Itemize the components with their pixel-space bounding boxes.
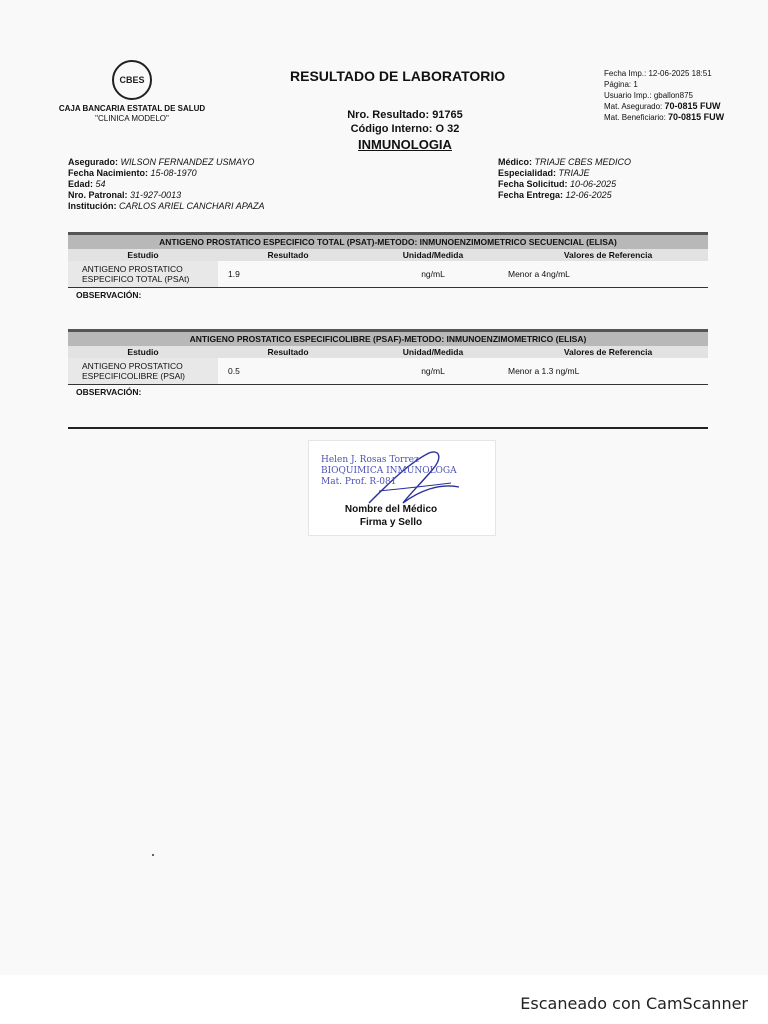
insured-name: WILSON FERNANDEZ USMAYO	[120, 157, 255, 167]
result-number-label: Nro. Resultado:	[347, 109, 430, 121]
doctor-name: TRIAJE CBES MEDICO	[534, 157, 632, 167]
scan-speck	[152, 854, 154, 856]
specialty-value: TRIAJE	[558, 168, 590, 178]
age-value: 54	[95, 179, 106, 189]
col-unit: Unidad/Medida	[402, 250, 464, 260]
camscanner-watermark: Escaneado con CamScanner	[520, 994, 748, 1013]
observation-label: OBSERVACIÓN:	[76, 387, 142, 397]
col-unit: Unidad/Medida	[402, 347, 464, 357]
result-value: 1.9	[228, 269, 240, 279]
reference-value: Menor a 1.3 ng/mL	[508, 366, 580, 376]
end-divider	[68, 427, 708, 429]
study-name-line1: ANTIGENO PROSTATICO	[82, 361, 183, 371]
result-value: 0.5	[228, 366, 240, 376]
stamp-title: BIOQUIMICA INMUNOLOGA	[321, 466, 457, 476]
age-label: Edad:	[68, 179, 94, 189]
table-row	[68, 358, 708, 385]
institution-block	[52, 60, 212, 124]
table-header	[68, 346, 708, 358]
unit-value: ng/mL	[421, 269, 445, 279]
request-date-label: Fecha Solicitud:	[498, 179, 568, 189]
logo-text: CBES	[119, 75, 145, 85]
caption-line2: Firma y Sello	[359, 517, 423, 528]
study-name-line2: ESPECIFICO TOTAL (PSAt)	[82, 274, 190, 284]
result-number: 91765	[432, 109, 463, 121]
insured-mat: 70-0815 FUW	[664, 101, 721, 111]
doctor-label: Médico:	[498, 157, 533, 167]
department-title: INMUNOLOGIA	[358, 137, 452, 152]
institution-subname: "CLINICA MODELO"	[95, 114, 169, 123]
stamp-mat: Mat. Prof. R-081	[321, 477, 397, 487]
reference-value: Menor a 4ng/mL	[508, 269, 570, 279]
employer-number: 31-927-0013	[130, 190, 182, 200]
institution-name: CAJA BANCARIA ESTATAL DE SALUD	[58, 104, 206, 113]
internal-code-label: Código Interno:	[350, 123, 433, 135]
stamp-text	[321, 455, 457, 488]
print-meta	[604, 68, 724, 123]
delivery-date-label: Fecha Entrega:	[498, 190, 564, 200]
user-value: gballon875	[653, 91, 693, 100]
institution-value: CARLOS ARIEL CANCHARI APAZA	[119, 201, 265, 211]
insured-mat-label: Mat. Asegurado:	[604, 102, 663, 111]
section-title: ANTIGENO PROSTATICO ESPECIFICOLIBRE (PSAF)-METODO: INMUNOENZIMOMETRICO (ELISA)	[68, 329, 708, 346]
unit-value: ng/mL	[421, 366, 445, 376]
birth-date: 15-08-1970	[150, 168, 197, 178]
table-header	[68, 249, 708, 261]
beneficiary-mat: 70-0815 FUW	[668, 112, 725, 122]
test-section-psaf	[68, 329, 708, 399]
birth-label: Fecha Nacimiento:	[68, 168, 149, 178]
col-result: Resultado	[267, 250, 309, 260]
observation-label: OBSERVACIÓN:	[76, 290, 142, 300]
insured-label: Asegurado:	[68, 157, 119, 167]
result-number-line	[330, 108, 480, 122]
doctor-info	[498, 157, 631, 201]
employer-label: Nro. Patronal:	[68, 190, 128, 200]
col-reference: Valores de Referencia	[563, 347, 653, 357]
study-name-line1: ANTIGENO PROSTATICO	[82, 264, 183, 274]
institution-logo	[112, 60, 152, 100]
page-title: RESULTADO DE LABORATORIO	[290, 68, 506, 84]
print-date-label: Fecha Imp.:	[604, 69, 647, 78]
test-section-psat	[68, 232, 708, 302]
institution-label: Institución:	[68, 201, 117, 211]
result-info	[330, 108, 480, 152]
specialty-label: Especialidad:	[498, 168, 557, 178]
col-study: Estudio	[127, 250, 159, 260]
internal-code-line	[330, 122, 480, 136]
study-name	[68, 358, 218, 384]
caption-line1: Nombre del Médico	[344, 504, 438, 515]
patient-info	[68, 157, 265, 212]
page-label: Página:	[604, 80, 632, 89]
signature-caption	[341, 503, 441, 529]
study-name	[68, 261, 218, 287]
section-title: ANTIGENO PROSTATICO ESPECIFICO TOTAL (PSAT)-METODO: INMUNOENZIMOMETRICO SECUENCIAL (ELISA)	[68, 232, 708, 249]
table-row	[68, 261, 708, 288]
beneficiary-mat-label: Mat. Beneficiario:	[604, 113, 666, 122]
col-reference: Valores de Referencia	[563, 250, 653, 260]
col-study: Estudio	[127, 347, 159, 357]
internal-code: O 32	[435, 123, 460, 135]
page-number: 1	[633, 80, 638, 89]
delivery-date: 12-06-2025	[565, 190, 612, 200]
user-label: Usuario Imp.:	[604, 91, 652, 100]
print-date: 12-06-2025 18:51	[648, 69, 712, 78]
signature-stamp	[308, 440, 496, 536]
col-result: Resultado	[267, 347, 309, 357]
stamp-name: Helen J. Rosas Torrez	[321, 455, 419, 465]
study-name-line2: ESPECIFICOLIBRE (PSAl)	[82, 371, 185, 381]
request-date: 10-06-2025	[570, 179, 617, 189]
